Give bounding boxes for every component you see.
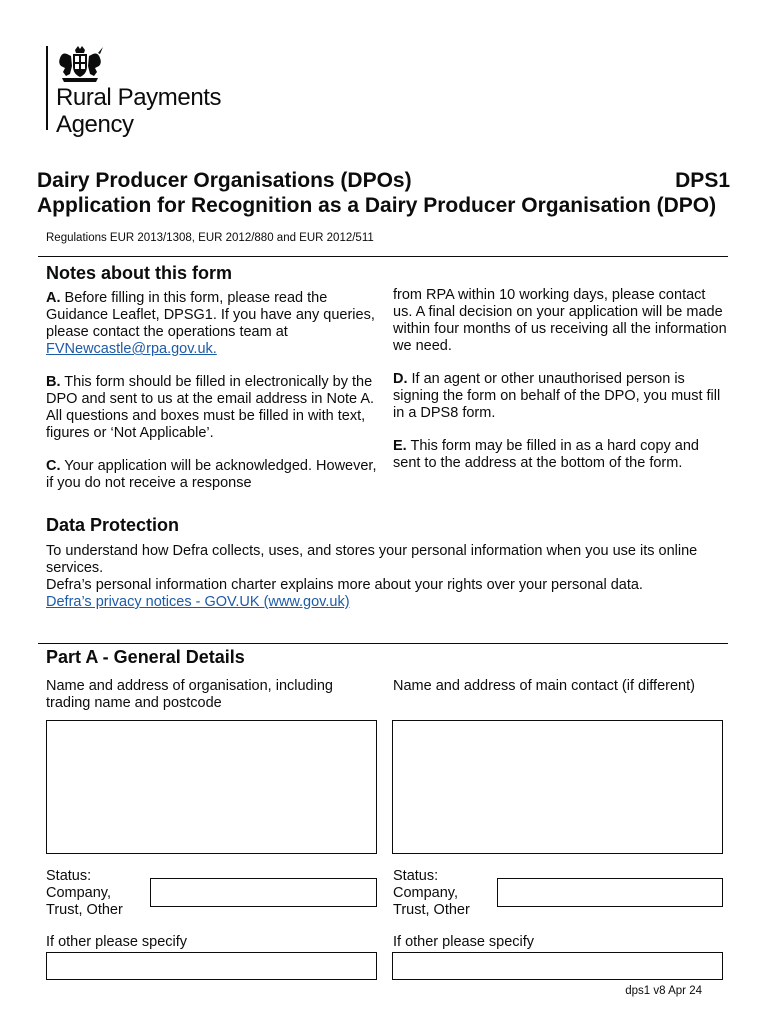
agency-name-line1: Rural Payments	[56, 84, 222, 111]
contact-status-label	[393, 868, 470, 919]
form-title-line2: Application for Recognition as a Dairy Producer Organisation (DPO)	[37, 194, 717, 217]
note-a-marker: A.	[46, 290, 61, 306]
data-protection-heading: Data Protection	[46, 515, 180, 535]
contact-specify-field[interactable]	[392, 952, 723, 980]
note-e-text: This form may be filled in as a hard copy and sent to the address at the bottom of the form.	[393, 438, 699, 471]
agency-name	[56, 84, 221, 138]
agency-name-line2: Agency	[56, 111, 134, 138]
section-divider	[38, 256, 728, 257]
status-label-line2: Company,	[46, 885, 112, 901]
organisation-specify-label: If other please specify	[46, 934, 188, 950]
data-protection-body	[46, 543, 731, 611]
note-b-text2: All questions and boxes must be filled in with text, figures or ‘Not Applicable’.	[46, 408, 366, 441]
operations-email-link[interactable]: FVNewcastle@rpa.gov.uk.	[46, 341, 217, 357]
organisation-status-label	[46, 868, 123, 919]
part-a-heading: Part A - General Details	[46, 647, 245, 667]
organisation-specify-field[interactable]	[46, 952, 377, 980]
organisation-label: Name and address of organisation, including trading name and postcode	[46, 678, 333, 711]
status-label-line2: Company,	[393, 885, 459, 901]
note-d	[393, 371, 728, 422]
royal-crest-icon	[54, 44, 106, 84]
notes-right-column	[393, 287, 728, 488]
note-e	[393, 438, 728, 472]
organisation-status-field[interactable]	[150, 878, 377, 907]
status-label-line1: Status:	[46, 868, 92, 884]
main-contact-address-field[interactable]	[392, 720, 723, 854]
note-b-text: This form should be filled in electronically by the DPO and sent to us at the email address in Note A.	[46, 374, 375, 407]
regulations-text: Regulations EUR 2013/1308, EUR 2012/880 and EUR 2012/511	[46, 232, 374, 244]
note-d-marker: D.	[393, 371, 408, 387]
note-c-continued: from RPA within 10 working days, please contact us. A final decision on your application will be made within four months of us receiving all the information we need.	[393, 287, 727, 354]
note-c-text: Your application will be acknowledged. However, if you do not receive a response	[46, 458, 377, 491]
note-e-marker: E.	[393, 438, 407, 454]
data-protection-line1: To understand how Defra collects, uses, and stores your personal information when you use its online services.	[46, 543, 698, 576]
status-label-line1: Status:	[393, 868, 439, 884]
notes-heading: Notes about this form	[46, 263, 233, 283]
contact-specify-label: If other please specify	[393, 934, 535, 950]
note-b	[46, 374, 382, 442]
note-b-marker: B.	[46, 374, 61, 390]
status-label-line3: Trust, Other	[393, 902, 470, 918]
note-c-marker: C.	[46, 458, 61, 474]
form-code: DPS1	[675, 169, 730, 192]
note-c	[46, 458, 382, 492]
logo-divider	[46, 46, 48, 130]
note-a	[46, 290, 382, 358]
contact-status-field[interactable]	[497, 878, 723, 907]
privacy-notices-link[interactable]: Defra’s privacy notices - GOV.UK (www.gov.uk)	[46, 594, 350, 610]
note-a-text: Before filling in this form, please read the Guidance Leaflet, DPSG1. If you have any queries, please contact the operations team at	[46, 290, 375, 340]
notes-left-column	[46, 290, 382, 508]
main-contact-label: Name and address of main contact (if different)	[393, 678, 695, 694]
organisation-address-field[interactable]	[46, 720, 377, 854]
status-label-line3: Trust, Other	[46, 902, 123, 918]
data-protection-line2: Defra’s personal information charter explains more about your rights over your personal data.	[46, 577, 643, 593]
form-version: dps1 v8 Apr 24	[625, 985, 702, 997]
section-divider	[38, 643, 728, 644]
note-d-text: If an agent or other unauthorised person is signing the form on behalf of the DPO, you must fill in a DPS8 form.	[393, 371, 721, 421]
form-title-line1: Dairy Producer Organisations (DPOs)	[37, 169, 412, 192]
